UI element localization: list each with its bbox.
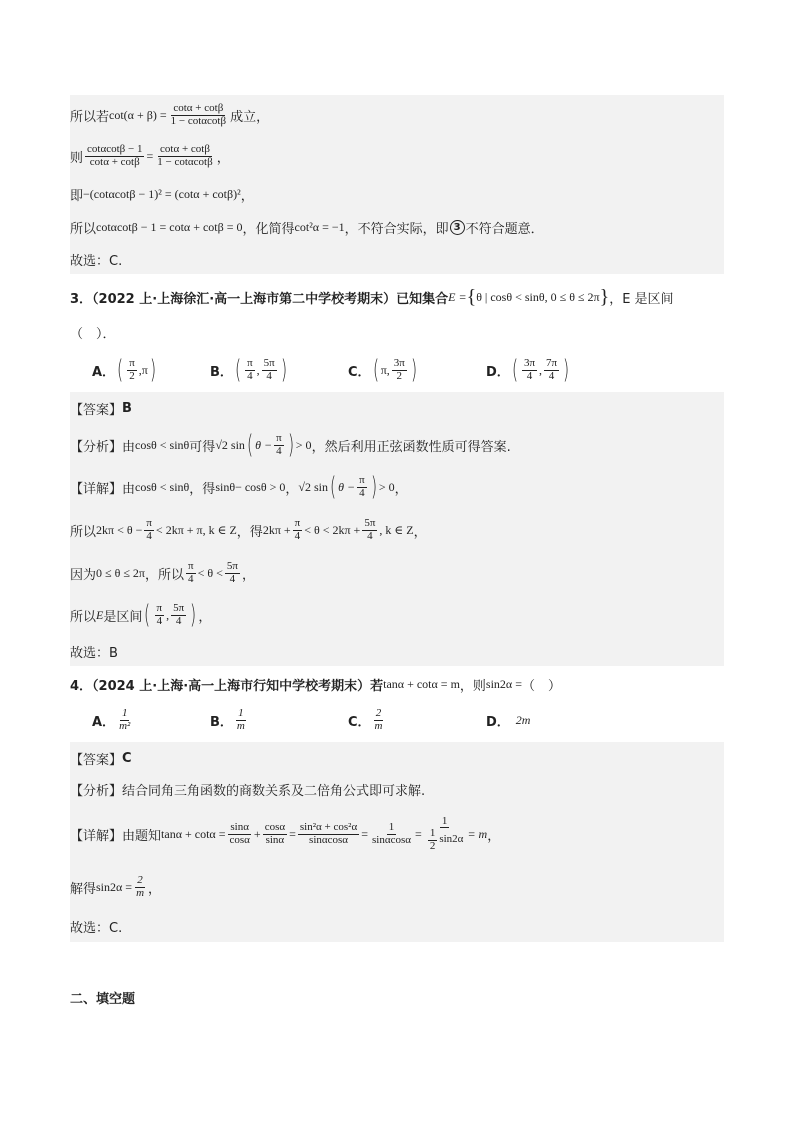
text: 由 <box>122 439 136 455</box>
numerator: 5π <box>173 601 185 614</box>
text: ， <box>285 481 299 497</box>
paren: ( <box>117 355 124 385</box>
math: π <box>141 362 148 377</box>
math: π <box>380 362 387 377</box>
detail-tag: 【详解】 <box>70 828 123 844</box>
analysis-tag: 【分析】 <box>70 439 123 455</box>
comma: , <box>539 362 543 377</box>
text: 成立， <box>230 109 270 125</box>
text: 所以 <box>70 524 97 540</box>
numerator: cotα + cotβ <box>173 101 224 114</box>
math: E = <box>448 289 467 304</box>
math: θ − <box>338 479 356 494</box>
text: （ ）． <box>70 326 116 342</box>
option-label: B． <box>210 364 233 380</box>
text: 不符合题意． <box>465 221 544 237</box>
text: 可得 <box>189 439 216 455</box>
numerator: 2 <box>137 873 143 886</box>
fraction <box>127 358 137 382</box>
text: ，则 <box>459 678 486 694</box>
fraction <box>227 822 251 846</box>
text: ，E 是区间 <box>609 291 674 307</box>
comma: , <box>386 362 390 377</box>
fraction <box>373 708 385 732</box>
math: + <box>253 826 261 841</box>
paren: ) <box>280 355 287 385</box>
fraction <box>362 518 377 542</box>
denominator: m <box>236 719 245 732</box>
math: = <box>415 826 422 841</box>
option-label: D． <box>486 364 510 380</box>
text: 解得 <box>70 881 97 897</box>
denominator: 4 <box>359 486 365 499</box>
denominator: 1 − cotαcotβ <box>170 114 227 127</box>
fraction <box>245 358 255 382</box>
math: cotαcotβ − 1 = cotα + cotβ = 0 <box>96 219 243 234</box>
text: ，然后利用正弦函数性质可得答案. <box>311 439 511 455</box>
numerator: 3π <box>523 356 536 369</box>
fraction <box>186 561 196 585</box>
denominator: 2 <box>396 369 403 382</box>
analysis-line <box>70 774 724 804</box>
question-header: 3．（2022 上·上海徐汇·高一上海市第二中学校考期末）已知集合 <box>70 291 449 307</box>
math: 2kπ < θ − <box>96 522 143 537</box>
denominator: m² <box>119 719 131 732</box>
math: 0 ≤ θ ≤ 2π <box>96 565 145 580</box>
math: cosθ < sinθ <box>135 437 190 452</box>
answer-line <box>70 392 724 424</box>
math: 2m <box>515 712 531 727</box>
option-label: A． <box>92 714 116 730</box>
denominator: sinα <box>265 833 285 846</box>
option-a[interactable] <box>92 702 134 738</box>
denominator: 1 − cotαcotβ <box>157 156 213 168</box>
denominator <box>424 828 466 852</box>
fraction <box>293 518 303 542</box>
analysis-line <box>70 424 724 466</box>
fraction <box>262 358 277 382</box>
text: 由 <box>122 481 136 497</box>
option-label: B． <box>210 714 233 730</box>
option-label: A． <box>92 364 116 380</box>
denominator: 4 <box>367 529 373 542</box>
text: 故选：C. <box>70 253 123 269</box>
paren: ( <box>372 355 379 385</box>
paren: ) <box>287 430 294 460</box>
math: sinθ− cosθ > 0 <box>215 479 286 494</box>
fraction <box>392 358 407 382</box>
detail-line-4 <box>70 594 724 636</box>
fraction <box>424 816 466 853</box>
math: √2 sin <box>215 437 245 452</box>
analysis-tag: 【分析】 <box>70 783 123 799</box>
denominator: 4 <box>276 444 282 457</box>
numerator: π <box>188 559 194 572</box>
text: ， <box>240 188 254 204</box>
denominator: 2 <box>129 369 135 382</box>
text: 所以 <box>70 221 97 237</box>
numerator: 3π <box>393 356 405 369</box>
numerator: π <box>129 356 135 369</box>
text: ，得 <box>236 524 263 540</box>
text: ，所以 <box>145 567 185 583</box>
math: = <box>289 826 296 841</box>
circled-number: 3 <box>450 220 465 235</box>
math: > 0 <box>295 437 312 452</box>
text: ， <box>413 524 427 540</box>
numerator: cosα <box>264 820 286 833</box>
paren: ) <box>370 472 377 502</box>
text: 所以 <box>70 609 97 625</box>
text: 是区间 <box>103 609 143 625</box>
numerator: sin²α + cos²α <box>299 820 358 833</box>
denominator: sinαcosα <box>372 833 412 846</box>
option-d[interactable] <box>486 702 530 738</box>
text: ， <box>241 567 255 583</box>
section-heading <box>70 984 724 1010</box>
paren: ( <box>511 355 518 385</box>
math: −(cotαcotβ − 1)² = (cotα + cotβ)² <box>83 186 241 201</box>
math: > 0 <box>378 479 395 494</box>
fraction <box>85 144 144 168</box>
text: ， <box>394 481 408 497</box>
math: E <box>96 607 104 622</box>
text: ， <box>198 609 212 625</box>
denominator: 4 <box>548 369 555 382</box>
derivation-line-2 <box>70 135 724 178</box>
fraction <box>155 144 214 168</box>
fraction <box>235 708 247 732</box>
fraction <box>274 433 284 457</box>
fraction <box>263 822 287 846</box>
math: < θ < <box>197 565 223 580</box>
text: ，化简得 <box>242 221 295 237</box>
math: , k ∈ Z <box>379 522 414 537</box>
option-d[interactable] <box>486 352 571 388</box>
fraction <box>169 103 228 127</box>
math: sin2α = <box>485 676 522 691</box>
math: sin2α = <box>96 879 133 894</box>
text: 因为 <box>70 567 97 583</box>
text: 则 <box>70 151 84 166</box>
choice-line <box>70 244 724 274</box>
comma: , <box>138 362 142 377</box>
option-c[interactable] <box>348 702 387 738</box>
numerator: π <box>146 516 152 529</box>
choice-line-4 <box>70 910 724 942</box>
math: < θ < 2kπ + <box>304 522 361 537</box>
derivation-line-3 <box>70 178 724 210</box>
option-b[interactable] <box>210 352 289 388</box>
math: = <box>361 826 369 841</box>
paren: ) <box>410 355 417 385</box>
detail-line-1 <box>70 804 724 864</box>
numerator: 2 <box>375 706 382 719</box>
fraction <box>522 358 537 382</box>
denominator: cosα <box>229 833 250 846</box>
numerator: 5π <box>226 559 238 572</box>
detail-tag: 【详解】 <box>70 481 123 497</box>
derivation-line-4 <box>70 210 724 244</box>
section-title: 二、填空题 <box>70 991 136 1007</box>
option-a[interactable] <box>92 352 158 388</box>
text: ， <box>487 828 501 844</box>
option-label: D． <box>486 714 510 730</box>
paren: ) <box>563 355 570 385</box>
option-label: C． <box>348 364 371 380</box>
choice-line-3 <box>70 636 724 666</box>
math: θ − <box>255 437 273 452</box>
denominator: 4 <box>294 529 301 542</box>
fraction <box>298 822 359 846</box>
paren: ( <box>329 472 337 502</box>
text: 即 <box>70 188 84 204</box>
math: = <box>146 149 154 163</box>
denominator: 4 <box>266 369 272 382</box>
text: ， <box>148 881 162 897</box>
fraction <box>171 603 186 627</box>
denominator: m <box>374 719 383 732</box>
fraction <box>544 358 559 382</box>
paren: ) <box>190 600 197 630</box>
denominator: 4 <box>229 572 236 585</box>
numerator: π <box>276 431 282 444</box>
fraction <box>370 822 413 846</box>
option-c[interactable] <box>348 352 419 388</box>
numerator: 1 <box>121 706 128 719</box>
denominator: 4 <box>247 369 253 382</box>
numerator: 1 <box>441 814 448 827</box>
numerator: 1 <box>388 820 395 833</box>
paren: ( <box>246 430 254 460</box>
text: 所以若 <box>70 109 110 125</box>
brace-close: } <box>599 285 610 308</box>
text: 结合同角三角函数的商数关系及二倍角公式即可求解. <box>122 783 426 799</box>
fraction <box>144 518 154 542</box>
answer-line <box>70 742 724 774</box>
text: ， <box>216 151 230 166</box>
text: ，不符合实际，即 <box>344 221 449 237</box>
math: < 2kπ + π, k ∈ Z <box>155 522 237 537</box>
answer-value: C <box>122 750 132 766</box>
denominator: sinαcosα <box>309 833 349 846</box>
numerator: π <box>359 473 365 486</box>
math: 2kπ + <box>262 522 291 537</box>
math: cot²α = −1 <box>294 219 345 234</box>
option-b[interactable] <box>210 702 249 738</box>
numerator: 7π <box>546 356 558 369</box>
text: 故选：B <box>70 645 118 661</box>
math: sin2α <box>439 833 464 846</box>
math: tanα + cotα = m <box>383 676 460 691</box>
denominator: m <box>136 886 145 899</box>
question-header: 4．（2024 上·上海·高一上海市行知中学校考期末）若 <box>70 678 384 694</box>
option-label: C． <box>348 714 371 730</box>
detail-line-2 <box>70 864 724 910</box>
math: = m <box>467 826 488 841</box>
denominator: cotα + cotβ <box>89 156 140 168</box>
question-3-stem <box>70 282 724 312</box>
fraction <box>117 708 132 732</box>
math: θ | cosθ < sinθ, 0 ≤ θ ≤ 2π <box>476 289 600 304</box>
math: cot(α + β) = <box>109 107 167 122</box>
numerator: π <box>247 356 253 369</box>
answer-tag: 【答案】 <box>70 402 123 418</box>
paren: ( <box>234 355 242 385</box>
paren: ) <box>149 355 156 385</box>
denominator: 4 <box>188 572 194 585</box>
math: √2 sin <box>298 479 328 494</box>
paren: ( <box>144 600 151 630</box>
detail-line-1 <box>70 466 724 508</box>
fraction <box>134 875 146 899</box>
denominator: 4 <box>156 614 163 627</box>
numerator: 5π <box>263 356 275 369</box>
numerator: 1 <box>429 827 436 840</box>
denominator: 2 <box>429 839 436 852</box>
text: （ ） <box>521 678 561 694</box>
question-3-paren <box>70 320 724 344</box>
answer-value: B <box>122 400 132 416</box>
brace-open: { <box>466 285 477 308</box>
fraction <box>357 475 367 499</box>
numerator: π <box>294 516 301 529</box>
text: 由题知 <box>122 828 162 844</box>
numerator: 5π <box>364 516 376 529</box>
numerator: sinα <box>230 820 249 833</box>
denominator: 4 <box>526 369 533 382</box>
comma: , <box>256 362 260 377</box>
denominator: 4 <box>175 614 182 627</box>
comma: , <box>166 607 170 622</box>
fraction <box>225 561 240 585</box>
detail-line-3 <box>70 552 724 594</box>
denominator: 4 <box>146 529 152 542</box>
fraction <box>428 828 438 852</box>
answer-tag: 【答案】 <box>70 752 123 768</box>
numerator: π <box>156 601 163 614</box>
numerator: cotα + cotβ <box>160 143 210 156</box>
detail-line-2 <box>70 508 724 552</box>
text: ，得 <box>189 481 216 497</box>
derivation-line-1 <box>70 95 724 135</box>
text: 故选：C. <box>70 920 123 936</box>
question-4-stem <box>70 670 724 698</box>
numerator: 1 <box>238 706 244 719</box>
math: cosθ < sinθ <box>135 479 190 494</box>
math: tanα + cotα = <box>161 826 226 841</box>
numerator: cotαcotβ − 1 <box>87 143 143 156</box>
fraction <box>155 603 165 627</box>
